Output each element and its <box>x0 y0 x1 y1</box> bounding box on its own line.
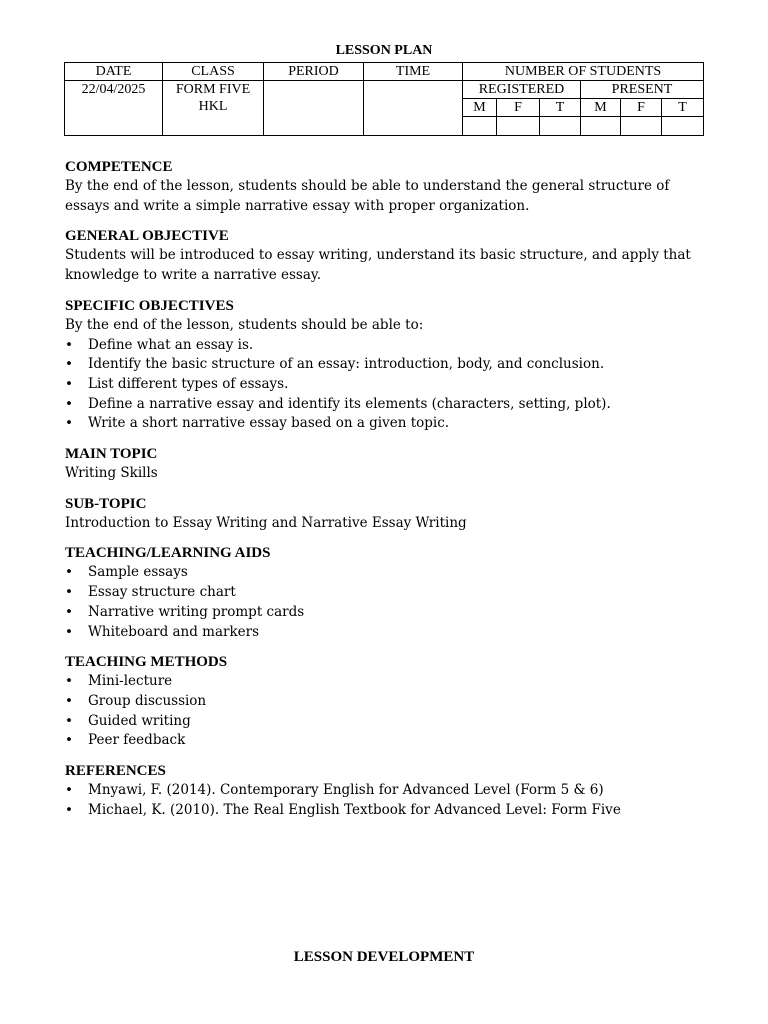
registered-f: F <box>497 99 540 117</box>
section-heading: COMPETENCE <box>65 159 173 175</box>
time-cell <box>364 81 463 136</box>
lesson-info-table <box>64 62 704 136</box>
list-item: • Group discussion <box>65 692 705 712</box>
teaching-aids-section <box>65 544 705 642</box>
registered-t: T <box>540 99 581 117</box>
general-objective-section <box>65 227 705 285</box>
references-section <box>65 762 705 820</box>
bullet-list <box>65 563 705 642</box>
present-header: PRESENT <box>581 81 704 99</box>
students-header: NUMBER OF STUDENTS <box>463 63 704 81</box>
list-item: • List different types of essays. <box>65 375 705 395</box>
specific-objectives-section <box>65 297 705 434</box>
main-topic-section <box>65 445 705 484</box>
list-item: • Guided writing <box>65 712 705 732</box>
registered-m-value <box>463 117 497 136</box>
class-value-line1: FORM FIVE <box>175 82 251 97</box>
date-header: DATE <box>65 63 163 81</box>
registered-t-value <box>540 117 581 136</box>
time-header: TIME <box>364 63 463 81</box>
section-heading: TEACHING/LEARNING AIDS <box>65 545 271 562</box>
list-item: • Write a short narrative essay based on a given topic. <box>65 414 705 434</box>
list-item: • Mini-lecture <box>65 672 705 692</box>
table-header-row <box>65 63 704 81</box>
period-header: PERIOD <box>264 63 364 81</box>
section-text: Students will be introduced to essay writing, understand its basic structure, and apply that knowledge to write a narrative essay. <box>65 247 691 284</box>
list-item: • Identify the basic structure of an essay: introduction, body, and conclusion. <box>65 355 705 375</box>
list-item: • Michael, K. (2010). The Real English Textbook for Advanced Level: Form Five <box>65 801 705 821</box>
section-text: By the end of the lesson, students should be able to: <box>65 316 424 333</box>
section-text: By the end of the lesson, students should be able to understand the general structure of essays and write a simple narrative essay with proper organization. <box>65 178 670 214</box>
present-t-value <box>662 117 704 136</box>
list-item: • Peer feedback <box>65 731 705 751</box>
sub-topic-section <box>65 495 705 534</box>
list-item: • Narrative writing prompt cards <box>65 603 705 623</box>
section-heading: GENERAL OBJECTIVE <box>65 228 229 245</box>
registered-f-value <box>497 117 540 136</box>
section-heading: MAIN TOPIC <box>65 446 158 463</box>
date-cell <box>65 81 163 136</box>
registered-m: M <box>463 99 497 117</box>
list-item: • Sample essays <box>65 563 705 583</box>
list-item: • Define what an essay is. <box>65 336 705 356</box>
bullet-list <box>65 781 705 820</box>
section-heading: SUB-TOPIC <box>65 495 147 512</box>
class-value-line2: HKL <box>198 99 228 114</box>
page-title: LESSON PLAN <box>335 43 433 58</box>
date-value: 22/04/2025 <box>81 82 146 97</box>
class-cell <box>163 81 264 136</box>
present-t: T <box>662 99 704 117</box>
table-row <box>65 81 704 99</box>
section-heading: SPECIFIC OBJECTIVES <box>65 297 234 314</box>
present-m: M <box>581 99 621 117</box>
lesson-content <box>65 158 705 831</box>
list-item: • Whiteboard and markers <box>65 623 705 643</box>
list-item: • Define a narrative essay and identify its elements (characters, setting, plot). <box>65 395 705 415</box>
bullet-list <box>65 336 705 435</box>
period-cell <box>264 81 364 136</box>
section-heading: TEACHING METHODS <box>65 654 228 671</box>
list-item: • Mnyawi, F. (2014). Contemporary English for Advanced Level (Form 5 & 6) <box>65 781 705 801</box>
class-header: CLASS <box>163 63 264 81</box>
present-m-value <box>581 117 621 136</box>
section-text: Introduction to Essay Writing and Narrative Essay Writing <box>65 514 467 531</box>
teaching-methods-section <box>65 653 705 751</box>
section-heading: REFERENCES <box>65 763 166 780</box>
section-text: Writing Skills <box>65 465 158 482</box>
bullet-list <box>65 672 705 751</box>
lesson-development-heading: LESSON DEVELOPMENT <box>293 949 475 965</box>
registered-header: REGISTERED <box>463 81 581 99</box>
competence-section <box>65 158 705 216</box>
present-f-value <box>621 117 662 136</box>
list-item: • Essay structure chart <box>65 583 705 603</box>
present-f: F <box>621 99 662 117</box>
